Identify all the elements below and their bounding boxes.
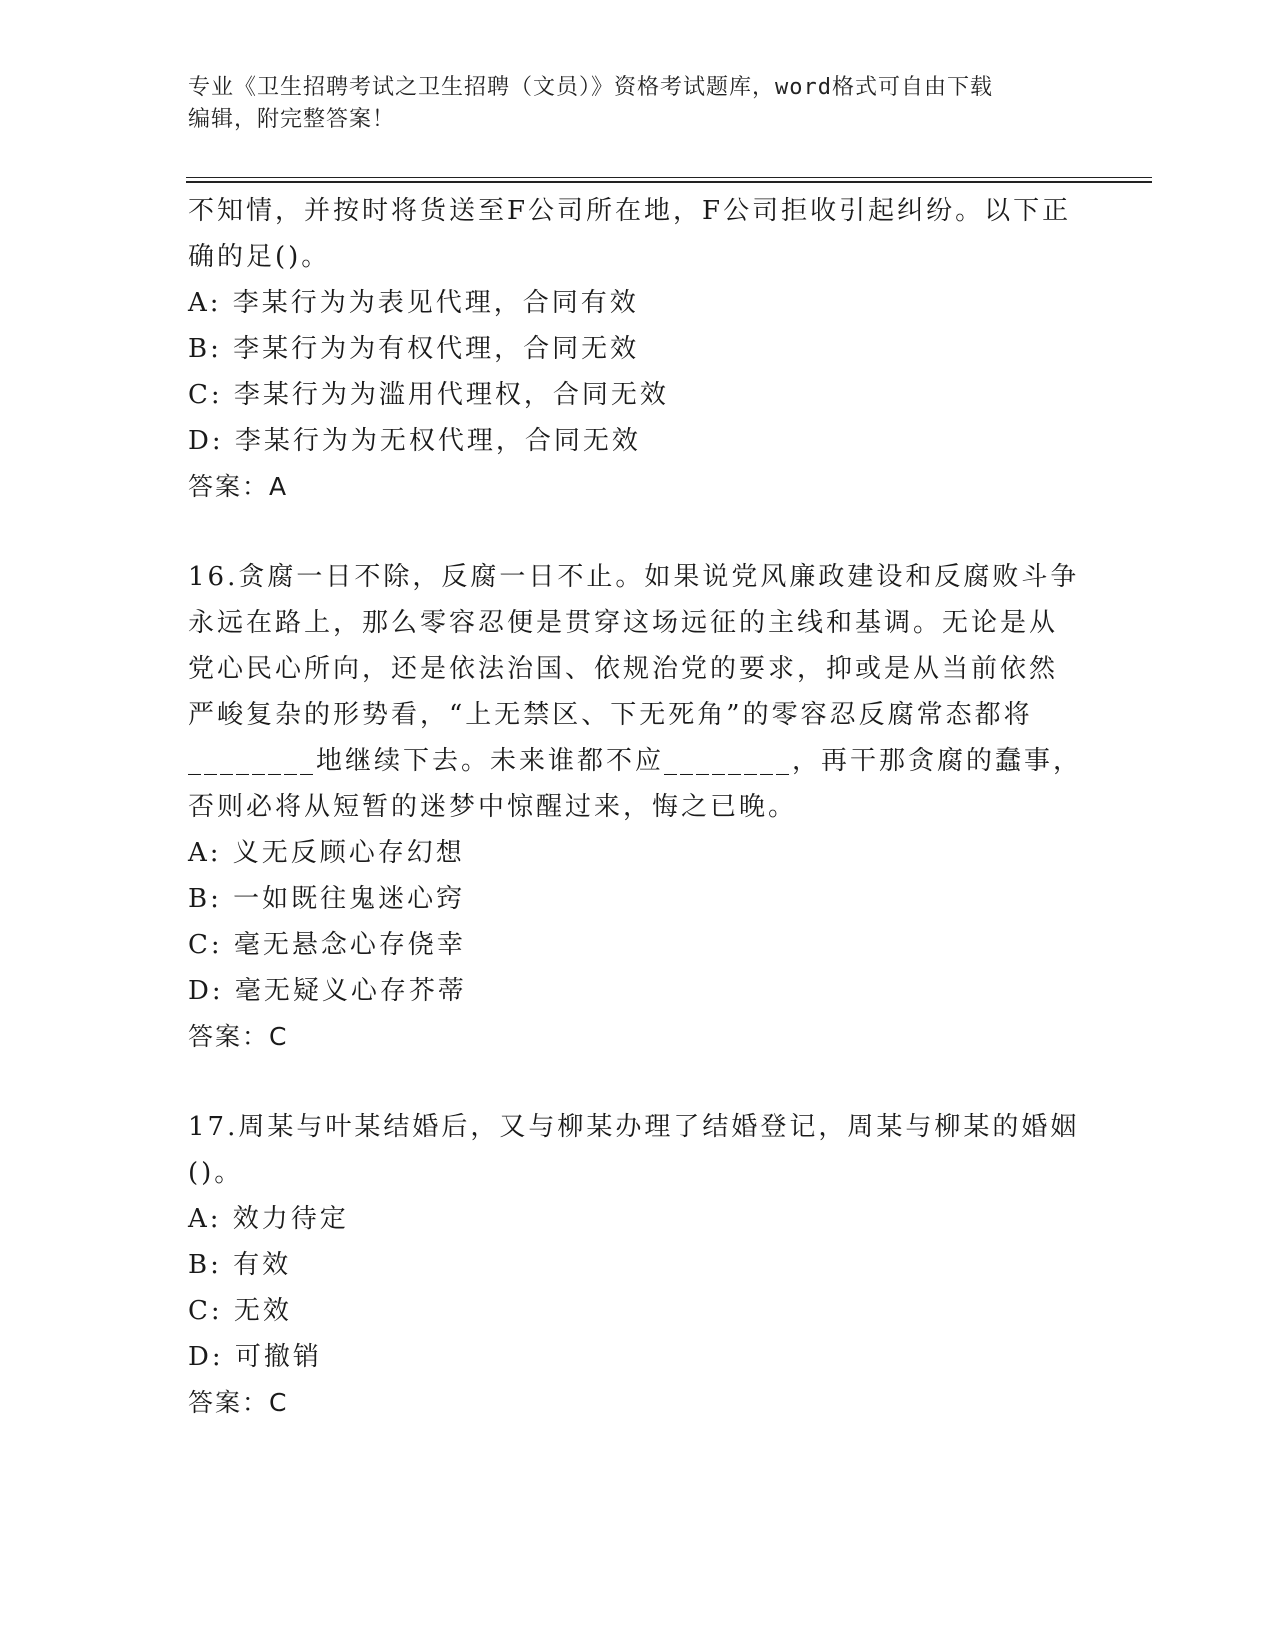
option-d: D: 可撤销	[188, 1342, 322, 1372]
option-c: C: 无效	[188, 1296, 292, 1326]
option-d: D: 毫无疑义心存芥蒂	[188, 976, 467, 1006]
question-17	[188, 1104, 1088, 1426]
question-text-line: 永远在路上，那么零容忍便是贯穿这场远征的主线和基调。无论是从	[188, 608, 1059, 638]
option-c: C: 李某行为为滥用代理权，合同无效	[188, 380, 669, 410]
question-text-line: 16.贪腐一日不除，反腐一日不止。如果说党风廉政建设和反腐败斗争	[188, 562, 1080, 592]
question-list	[188, 188, 1088, 1426]
option-b: B: 一如既往鬼迷心窍	[188, 884, 466, 914]
header-line-1: 专业《卫生招聘考试之卫生招聘（文员）》资格考试题库，word格式可自由下载	[188, 75, 993, 100]
answer-line: 答案：C	[188, 1388, 289, 1417]
question-text-line: 党心民心所向，还是依法治国、依规治党的要求，抑或是从当前依然	[188, 654, 1059, 684]
question-text-line: 17.周某与叶某结婚后，又与柳某办理了结婚登记，周某与柳某的婚姻	[188, 1112, 1080, 1142]
option-a: A: 李某行为为表见代理，合同有效	[188, 288, 639, 318]
option-a: A: 效力待定	[188, 1204, 349, 1234]
question-text-line: ()。	[188, 1158, 244, 1188]
answer-line: 答案：C	[188, 1022, 289, 1051]
question-text-line: 不知情，并按时将货送至F公司所在地，F公司拒收引起纠纷。以下正	[188, 196, 1072, 226]
question-16	[188, 554, 1088, 1060]
question-text-line: ________地继续下去。未来谁都不应________，再干那贪腐的蠢事，	[188, 746, 1083, 776]
option-b: B: 有效	[188, 1250, 292, 1280]
question-15	[188, 188, 1088, 510]
header-line-2: 编辑，附完整答案！	[188, 107, 396, 132]
question-text-line: 严峻复杂的形势看，“上无禁区、下无死角”的零容忍反腐常态都将	[188, 700, 1033, 730]
header-rule-thin	[186, 177, 1152, 178]
document-header	[188, 72, 1068, 136]
question-text-line: 否则必将从短暂的迷梦中惊醒过来，悔之已晚。	[188, 792, 798, 822]
question-text-line: 确的足()。	[188, 242, 331, 272]
header-rule-thick	[186, 181, 1152, 183]
answer-line: 答案：A	[188, 472, 289, 501]
option-b: B: 李某行为为有权代理，合同无效	[188, 334, 640, 364]
option-c: C: 毫无悬念心存侥幸	[188, 930, 466, 960]
option-a: A: 义无反顾心存幻想	[188, 838, 465, 868]
option-d: D: 李某行为为无权代理，合同无效	[188, 426, 641, 456]
